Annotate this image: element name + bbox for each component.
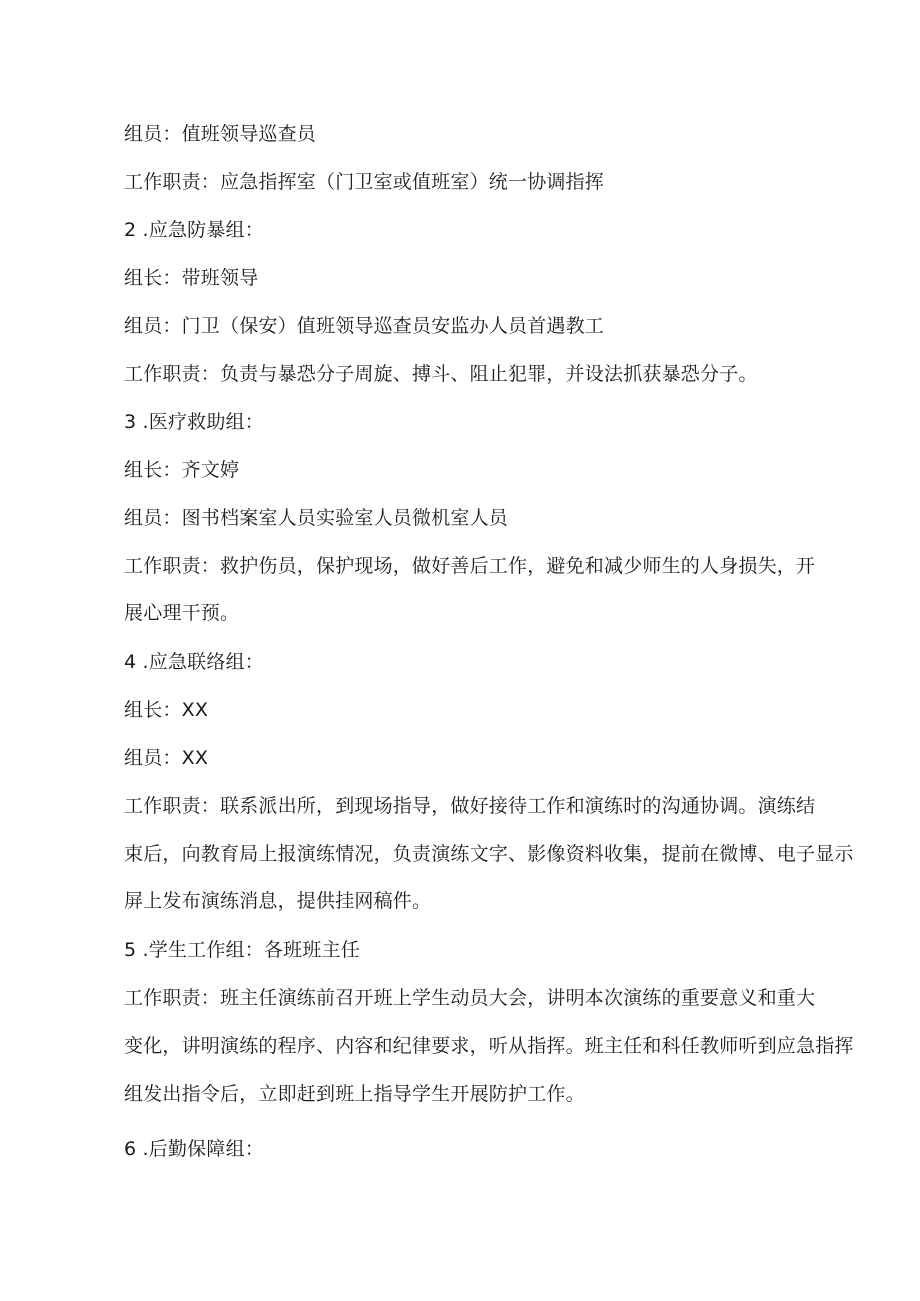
section-heading: 5 .学生工作组：各班班主任 [124, 939, 360, 961]
section-heading: 2 .应急防暴组： [124, 219, 264, 241]
text-line: 工作职责：联系派出所，到现场指导，做好接待工作和演练时的沟通协调。演练结 [124, 795, 816, 817]
text-line: 组长：带班领导 [124, 267, 259, 289]
text-line: 展心理干预。 [124, 602, 240, 624]
text-line: 工作职责：班主任演练前召开班上学生动员大会，讲明本次演练的重要意义和重大 [124, 987, 816, 1009]
text-line: 组长：XX [124, 699, 209, 721]
text-line: 组长：齐文婷 [124, 459, 240, 481]
section-heading: 4 .应急联络组： [124, 651, 264, 673]
text-line: 变化，讲明演练的程序、内容和纪律要求，听从指挥。班主任和科任教师听到应急指挥 [124, 1035, 854, 1057]
section-heading: 6 .后勤保障组： [124, 1138, 264, 1160]
text-line: 组发出指令后，立即赶到班上指导学生开展防护工作。 [124, 1083, 585, 1105]
text-line: 屏上发布演练消息，提供挂网稿件。 [124, 890, 432, 912]
text-line: 工作职责：应急指挥室（门卫室或值班室）统一协调指挥 [124, 171, 605, 193]
text-line: 组员：图书档案室人员实验室人员微机室人员 [124, 507, 509, 529]
section-heading: 3 .医疗救助组： [124, 411, 264, 433]
text-line: 工作职责：负责与暴恐分子周旋、搏斗、阻止犯罪，并设法抓获暴恐分子。 [124, 363, 758, 385]
text-line: 组员：门卫（保安）值班领导巡查员安监办人员首遇教工 [124, 315, 605, 337]
text-line: 束后，向教育局上报演练情况，负责演练文字、影像资料收集，提前在微博、电子显示 [124, 843, 854, 865]
text-line: 组员：值班领导巡查员 [124, 123, 317, 145]
text-line: 组员：XX [124, 747, 209, 769]
text-line: 工作职责：救护伤员，保护现场，做好善后工作，避免和减少师生的人身损失，开 [124, 555, 816, 577]
